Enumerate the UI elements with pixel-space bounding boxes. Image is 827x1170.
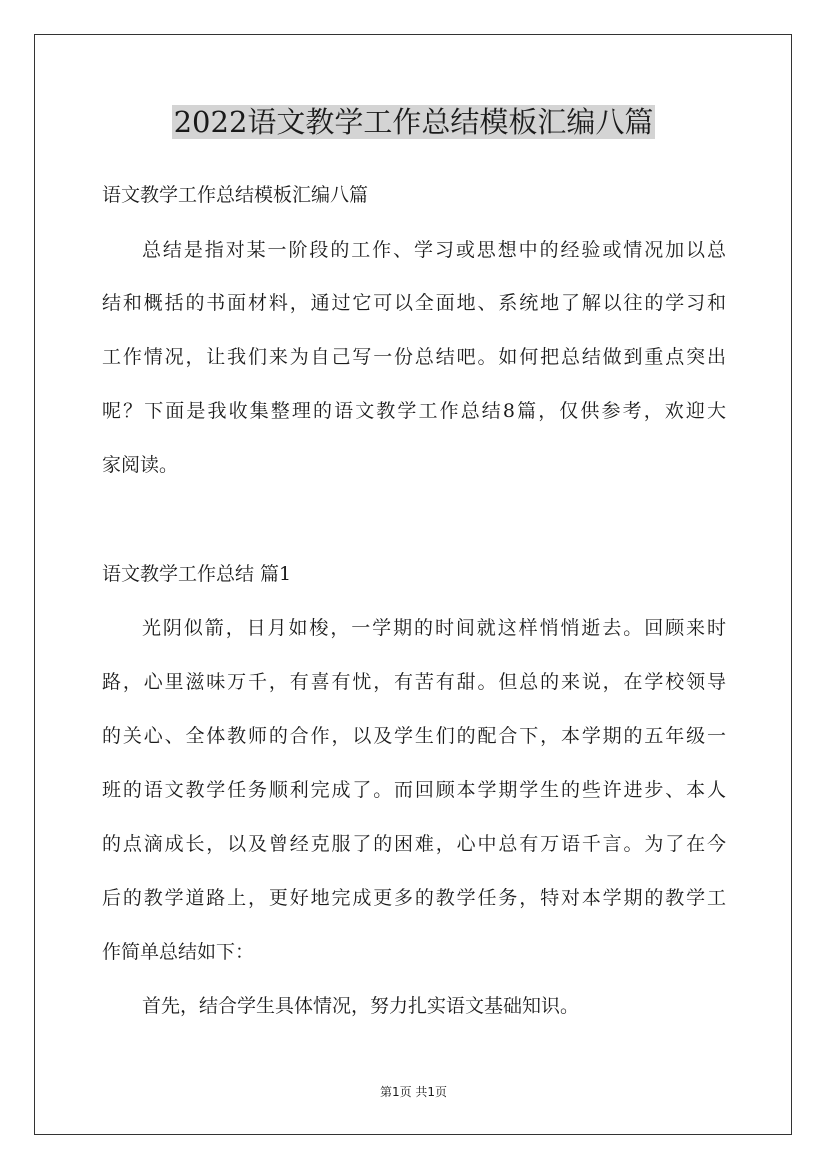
intro-line: 家阅读。 (102, 454, 179, 476)
section-line: 班的语文教学任务顺利完成了。而回顾本学期学生的些许进步、本人 (102, 779, 726, 801)
section-heading: 语文教学工作总结 篇1 (102, 563, 292, 585)
section-line: 的关心、全体教师的合作，以及学生们的配合下，本学期的五年级一 (102, 725, 726, 747)
section-paragraph: 首先，结合学生具体情况，努力扎实语文基础知识。 (142, 995, 580, 1017)
section-line: 作简单总结如下： (102, 941, 255, 963)
intro-line: 总结是指对某一阶段的工作、学习或思想中的经验或情况加以总 (142, 239, 726, 261)
section-line: 的点滴成长，以及曾经克服了的困难，心中总有万语千言。为了在今 (102, 833, 726, 855)
section-line: 后的教学道路上，更好地完成更多的教学任务，特对本学期的教学工 (102, 887, 726, 909)
page-footer: 第1页 共1页 (379, 1085, 448, 1099)
section-line: 光阴似箭，日月如梭，一学期的时间就这样悄悄逝去。回顾来时 (142, 617, 726, 639)
intro-line: 呢？下面是我收集整理的语文教学工作总结8篇，仅供参考，欢迎大 (102, 400, 726, 422)
intro-line: 结和概括的书面材料，通过它可以全面地、系统地了解以往的学习和 (102, 292, 726, 314)
section-line: 路，心里滋味万千，有喜有忧，有苦有甜。但总的来说，在学校领导 (102, 671, 726, 693)
title-text: 2022语文教学工作总结模板汇编八篇 (173, 105, 654, 139)
intro-line: 工作情况，让我们来为自己写一份总结吧。如何把总结做到重点突出 (102, 346, 726, 368)
document-subtitle: 语文教学工作总结模板汇编八篇 (102, 184, 369, 206)
document-title (0, 100, 827, 144)
